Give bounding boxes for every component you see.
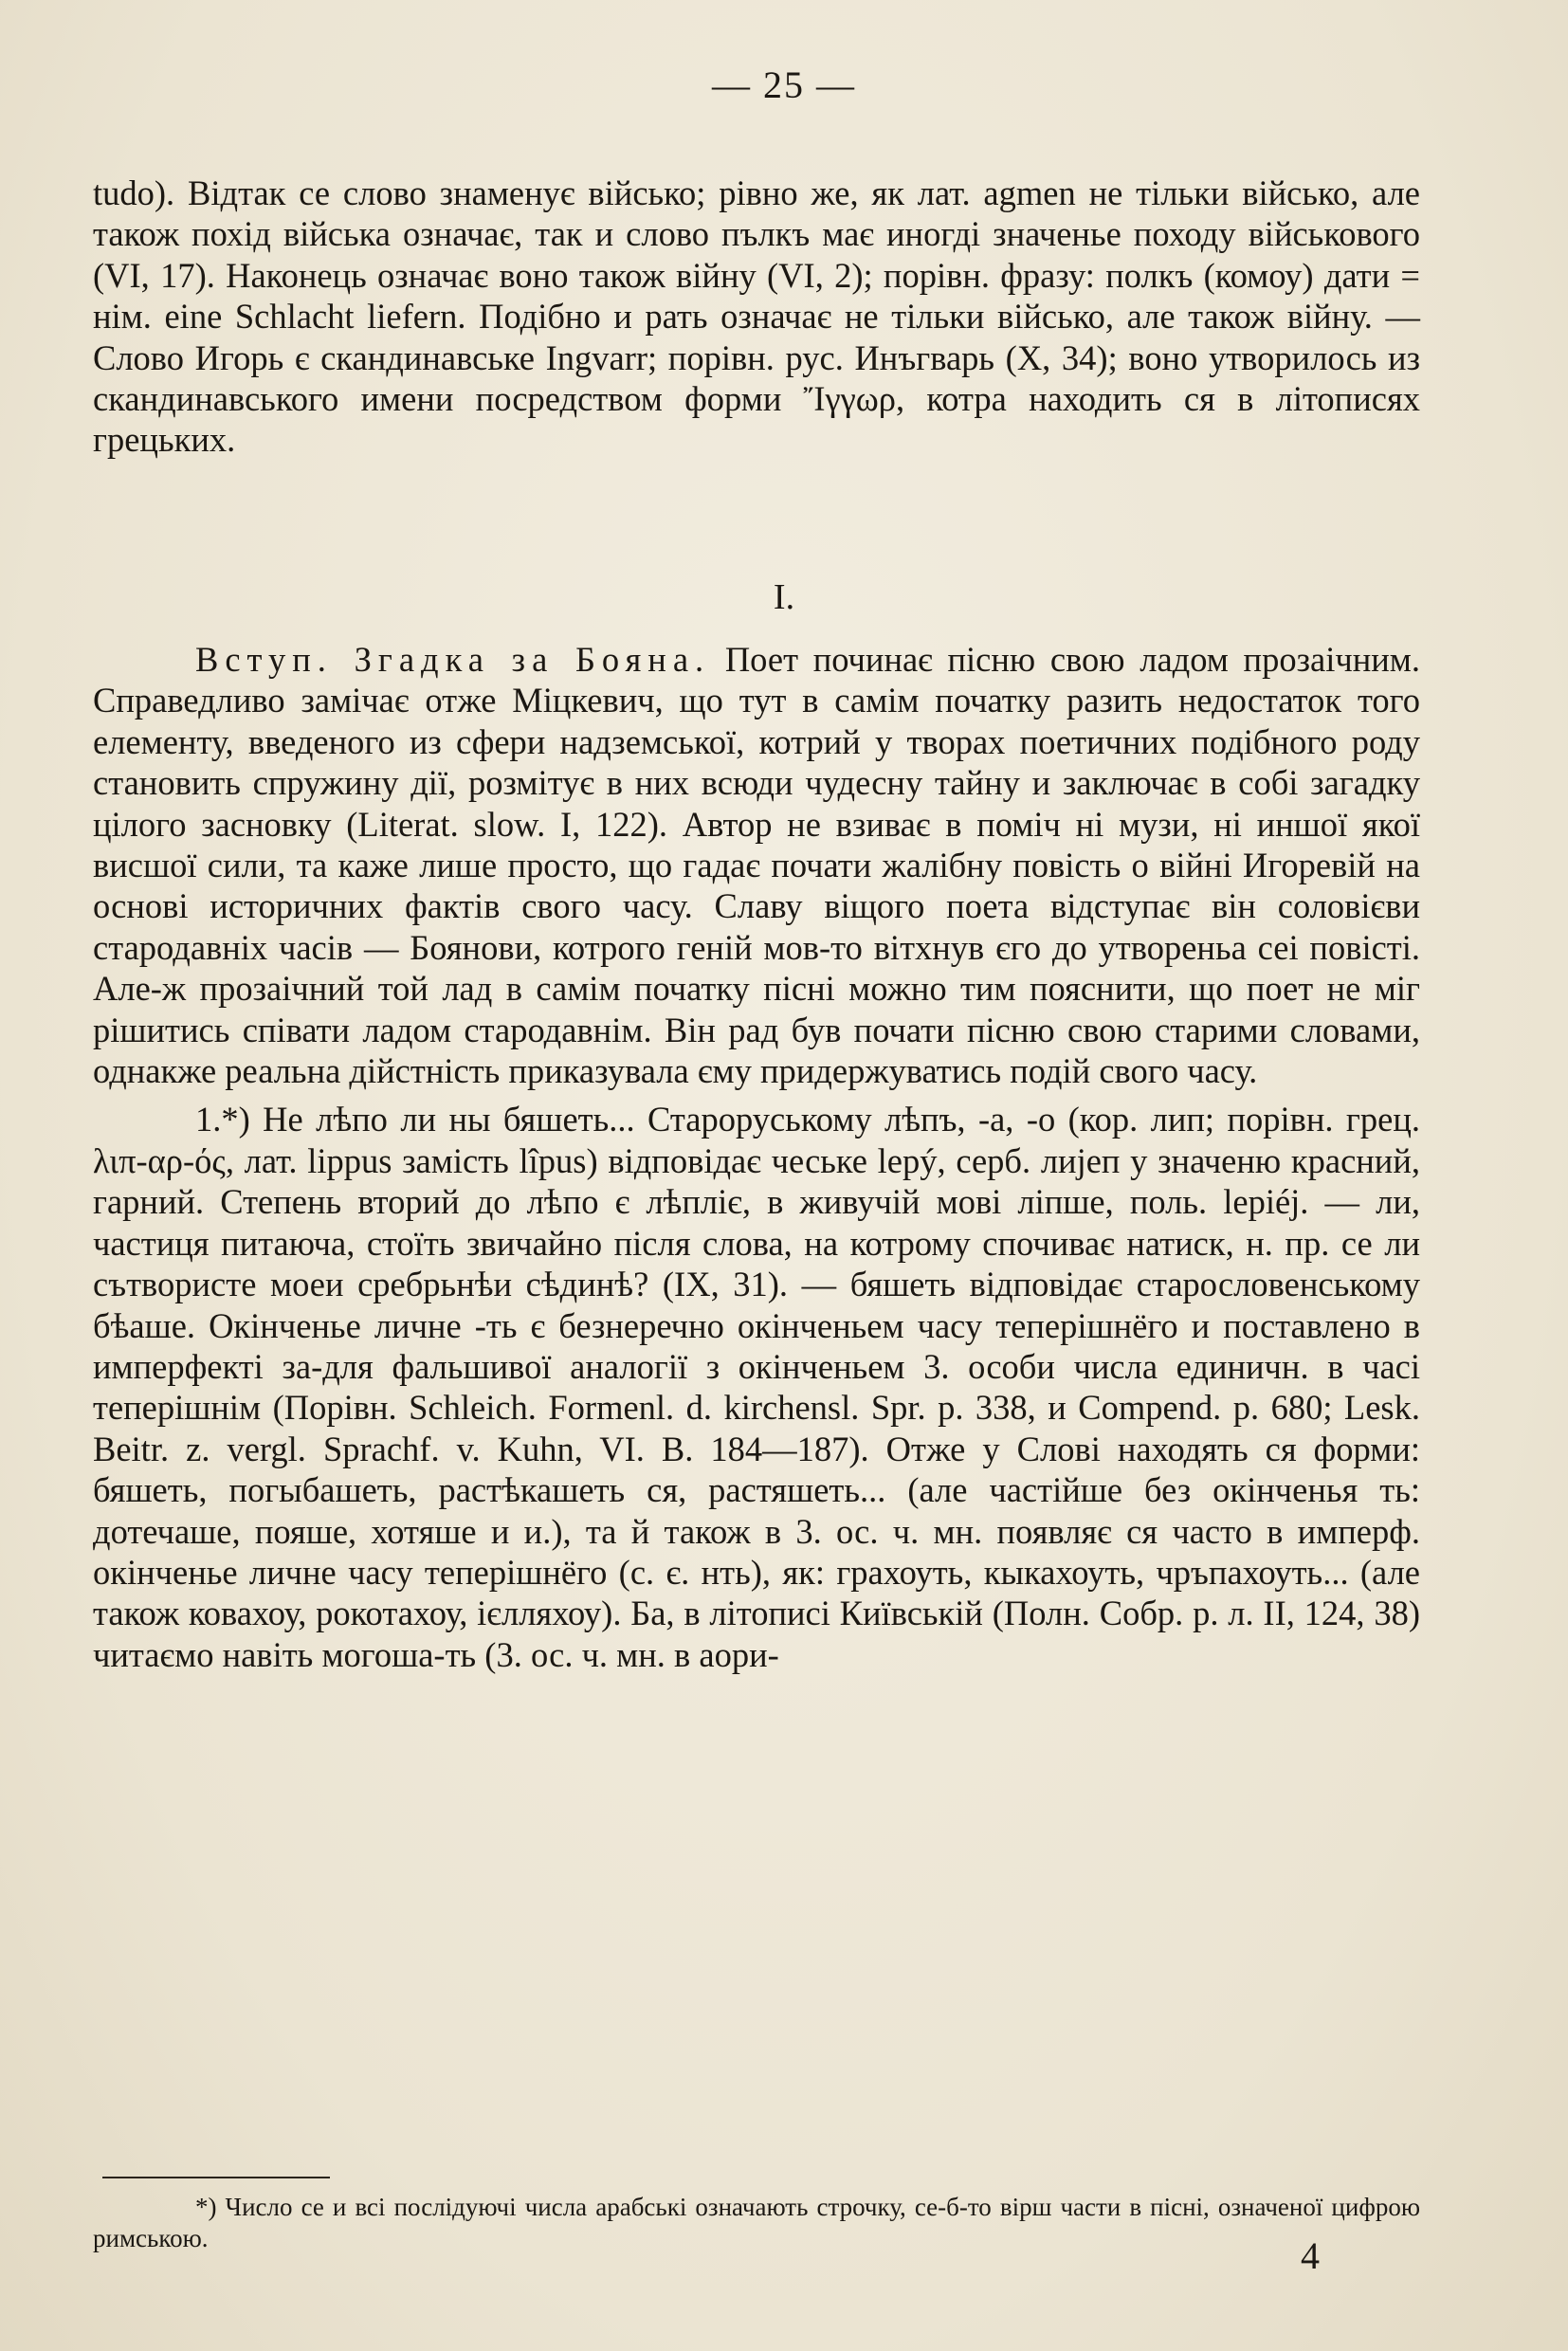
note-1-paragraph: 1.*) Не лѣпо ли ны бяшеть... Староруському лѣпъ, -а, -о (кор. лип; порівн. грец. λιπ-αρ-ός, лат. lippus замість lîpus) відповідає чеське lepý, серб. лијеп у значеню красний, гарний. Степень вторий до лѣпо є лѣпліє, в живучій мові ліпше, поль. lepiéj. — ли, частиця питаюча, стоїть звичайно після слова, на котрому спочиває натиск, н. пр. се ли сътвористе моеи сребрьнѣи сѣдинѣ? (IX, 31). — бяшеть відповідає старословенському бѣаше. Окінченье личне -ть є безнеречно окінченьем часу теперішнёго и поставлено в имперфекті за-для фальшивої аналогії з окінченьем 3. особи числа единичн. в часі теперішнім (Порівн. Schleich. Formenl. d. kirchensl. Spr. p. 338, и Compend. p. 680; Lesk. Beitr. z. vergl. Sprachf. v. Kuhn, VI. B. 184—187). Отже у Слові находять ся форми: бяшеть, погыбашеть, растѣкашеть ся, растяшеть... (але частійше без окінченья ть: дотечаше, пояше, хотяше и и.), та й також в 3. ос. ч. мн. появляє ся часто в имперф. окінченье личне часу теперішнёго (с. є. нть), як: грахоуть, кыкахоуть, чръпахоуть... (але також ковахоу, рокотахоу, ієлляхоу). Ба, в літописі Київській (Полн. Собр. р. л. II, 124, 38) читаємо навіть могоша-ть (3. ос. ч. мн. в аори- bbox=[93, 1100, 1420, 1674]
page-number-header: — 25 — bbox=[712, 64, 856, 106]
intro-paragraph-block bbox=[93, 173, 1420, 461]
footnote-block bbox=[93, 2192, 1420, 2254]
section-title: Вступ. Згадка за Бояна. bbox=[195, 640, 711, 679]
footnote-text: *) Число се и всі послідуючі числа арабські означають строчку, се-б-то вірш части в пісні, означеної цифрою римською. bbox=[93, 2193, 1420, 2252]
section-paragraph bbox=[93, 639, 1420, 1091]
intro-paragraph: tudo). Відтак се слово знаменує військо; рівно же, як лат. agmen не тільки військо, але також похід війська означає, так и слово пълкъ має иногді значенье походу військового (VI, 17). Наконець означає воно також війну (VI, 2); порівн. фразу: полкъ (комоу) дати = нім. eine Schlacht liefern. Подібно и рать означає не тільки військо, але також війну. — Слово Игорь є скандинавське Ingvarr; порівн. рус. Инъгварь (X, 34); воно утворилось из скандинавського имени посредством форми Ἴγγωρ, котра находить ся в літописях грецьких. bbox=[93, 173, 1420, 460]
section-number: I. bbox=[773, 577, 795, 617]
footnote-divider bbox=[102, 2177, 330, 2178]
signature-mark: 4 bbox=[1301, 2234, 1320, 2277]
section-text: Поет починає пісню свою ладом прозаічним. Справедливо замічає отже Міцкевич, що тут в самім початку разить недостаток того елементу, введеного из сфери надземської, котрий у творах поетичних подібного роду становить спружину дії, розмітує в них всюди чудесну тайну и заключає в собі загадку цілого засновку (Literat. slow. I, 122). Автор не взиває в поміч ні музи, ні иншої якої висшої сили, та каже лише просто, що гадає почати жалібну повість о війні Игоревій на основі историчних фактів свого часу. Славу віщого поета відступає він соловієви стародавніх часів — Боянови, котрого геній мов-то вітхнув єго до утвореньа сеі повісті. Але-ж прозаічний той лад в самім початку пісні можно тим пояснити, що поет не міг рішитись співати ладом стародавнім. Він рад був почати пісню свою старими словами, однакже реальна дійстність приказувала єму придержуватись подій свого часу. bbox=[93, 640, 1420, 1091]
section-body bbox=[93, 639, 1420, 1675]
